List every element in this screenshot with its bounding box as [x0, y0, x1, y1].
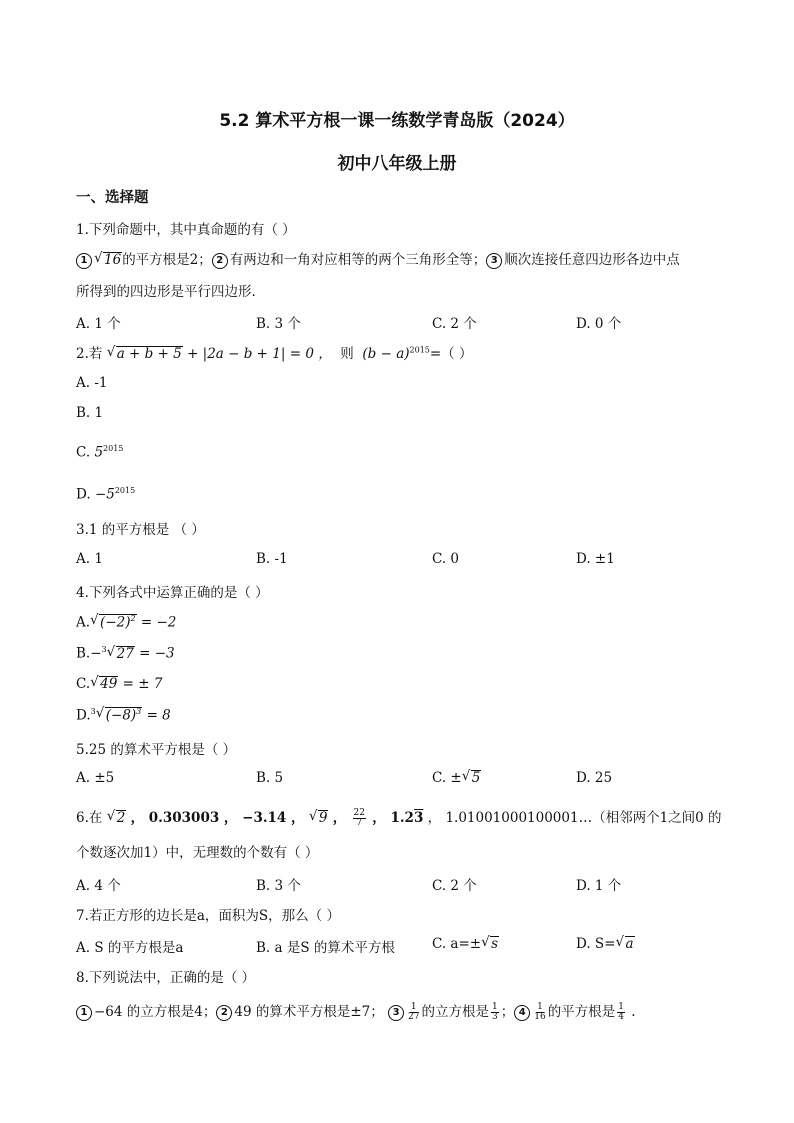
q6-option-d: D. 1 个	[576, 878, 622, 894]
q8-statements: 1 −64 的立方根是4； 2 49 的算术平方根是±7； 3 $\frac{1}{27}$ 的立方根是 $\frac{1}{3}$ ； 4 $\frac{1}{16}$ 的平方根是 $\frac{1}{4}$ .	[76, 1000, 636, 1022]
sqrt-expression: √ 16	[94, 252, 122, 268]
q2-option-a: A. -1	[76, 375, 108, 391]
document-title: 5.2 算术平方根一课一练数学青岛版（2024）	[219, 111, 575, 131]
q5-stem: 5.25 的算术平方根是（ ）	[76, 742, 237, 758]
sqrt-expression: √ a + b + 5	[107, 346, 183, 362]
q6-option-c: C. 2 个	[432, 878, 477, 894]
q1-line2: 所得到的四边形是平行四边形.	[76, 284, 256, 300]
q5-option-d: D. 25	[576, 770, 613, 786]
q1-stem: 1.下列命题中，其中真命题的有（ ）	[76, 222, 296, 238]
q3-option-b: B. -1	[256, 551, 288, 567]
q6-option-b: B. 3 个	[256, 878, 301, 894]
q4-stem: 4.下列各式中运算正确的是（ ）	[76, 585, 269, 601]
circle-number: 1	[76, 1005, 92, 1021]
circle-number: 3	[486, 253, 502, 269]
q5-option-b: B. 5	[256, 770, 284, 786]
q3-option-c: C. 0	[432, 551, 460, 567]
q1-line1: 1 √ 16的平方根是2； 2 有两边和一角对应相等的两个三角形全等； 3 顺次连接任意四边形各边中点	[76, 248, 680, 269]
q5-option-a: A. ±5	[76, 770, 115, 786]
q2-option-b: B. 1	[76, 405, 104, 421]
q7-option-d: D. S= √ a	[576, 936, 635, 952]
document-subtitle: 初中八年级上册	[337, 154, 457, 174]
q7-stem: 7.若正方形的边长是a，面积为S，那么（ ）	[76, 908, 340, 924]
q1-option-c: C. 2 个	[432, 316, 477, 332]
fraction: $\frac{1}{3}$	[492, 1002, 498, 1022]
q4-option-b: B.−$^3$ √ 27 = −3	[76, 645, 175, 662]
circle-number: 2	[216, 1005, 232, 1021]
fraction: $\frac{1}{27}$	[408, 1002, 420, 1022]
fraction: $\frac{22}{7}$	[353, 808, 365, 828]
q4-option-a: A. √ $(-2)^2 = -2$	[76, 614, 176, 631]
q5-option-c: C. ± √ 5	[432, 770, 481, 786]
q8-stem: 8.下列说法中，正确的是（ ）	[76, 970, 256, 986]
fraction: $\frac{1}{16}$	[534, 1002, 546, 1022]
q7-option-c: C. a=± √ s	[432, 936, 499, 952]
q4-option-d: D.$^3$ √ $(-8)^3 = 8$	[76, 707, 171, 724]
circle-number: 4	[514, 1005, 530, 1021]
q7-option-b: B. a 是S 的算术平方根	[256, 940, 395, 956]
q1-option-a: A. 1 个	[76, 316, 121, 332]
q6-line2: 个数逐次加1）中，无理数的个数有（ ）	[76, 845, 319, 861]
q2-option-c: C. $5^{2015}$	[76, 444, 124, 461]
circle-number: 1	[76, 253, 92, 269]
q7-option-a: A. S 的平方根是a	[76, 940, 184, 956]
q6-option-a: A. 4 个	[76, 878, 121, 894]
q1-option-d: D. 0 个	[576, 316, 622, 332]
fraction: $\frac{1}{4}$	[618, 1002, 624, 1022]
q1-option-b: B. 3 个	[256, 316, 301, 332]
section-heading: 一、选择题	[76, 190, 149, 206]
q3-option-a: A. 1	[76, 551, 103, 567]
q4-option-c: C. √ 49 = ± 7	[76, 676, 162, 692]
q6-line1: 6.在 √ 2 ， 0.303003 ， −3.14 ， √ 9 ， $\frac{22}{7}$ ， 1.23 ， 1.01001000100001…（相邻两个1之间0 的	[76, 806, 722, 828]
circle-number: 3	[388, 1005, 404, 1021]
q3-option-d: D. ±1	[576, 551, 615, 567]
q2-option-d: D. $-5^{2015}$	[76, 486, 136, 503]
q3-stem: 3.1 的平方根是 （ ）	[76, 522, 205, 538]
q2-stem: 2.若 √ a + b + 5 + |2a − b + 1| = 0 ， 则 $(b - a)^{2015}=$（ ）	[76, 342, 472, 362]
circle-number: 2	[212, 253, 228, 269]
